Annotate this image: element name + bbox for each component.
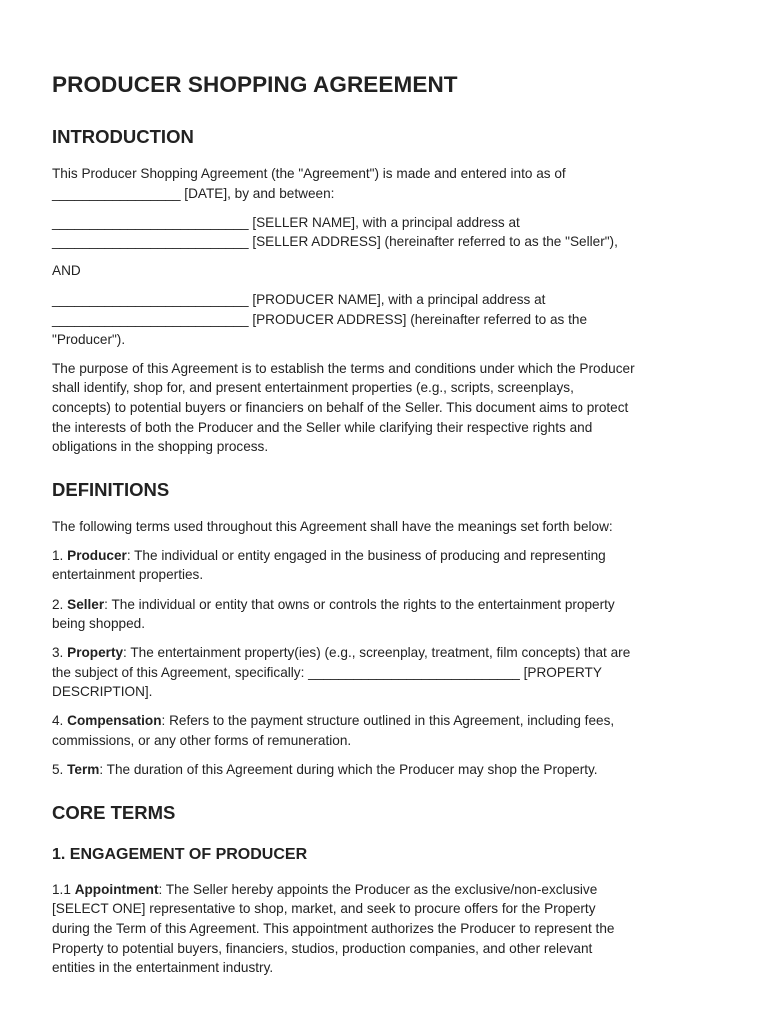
engagement-subheading: 1. ENGAGEMENT OF PRODUCER: [52, 845, 308, 863]
definitions-section: [52, 479, 718, 780]
producer-block: __________________________ [PRODUCER NAME], with a principal address at __________________________ [PRODUCER ADDRESS] (hereinafter referred to as the "Producer").: [52, 292, 588, 347]
purpose-paragraph: The purpose of this Agreement is to establish the terms and conditions under which the Producer shall identify, shop for, and present entertainment properties (e.g., scripts, screenplays, concepts) to potential buyers or financiers on behalf of the Seller. This document aims to protect the interests of both the Producer and the Seller while clarifying their respective rights and obligations in the shopping process.: [52, 360, 635, 455]
core-terms-heading: CORE TERMS: [52, 801, 176, 823]
seller-block: __________________________ [SELLER NAME], with a principal address at __________________________ [SELLER ADDRESS] (hereinafter referred to as the "Seller"),: [52, 214, 618, 250]
definition-item: 4. Compensation: Refers to the payment structure outlined in this Agreement, including fees, commissions, or any other forms of remuneration.: [52, 713, 615, 749]
definition-item: 3. Property: The entertainment property(ies) (e.g., screenplay, treatment, film concepts) that are the subject of this Agreement, specifically: ____________________________ [PROPERTY DESCRIPTION].: [52, 645, 631, 700]
appointment-clause: 1.1 Appointment: The Seller hereby appoints the Producer as the exclusive/non-exclusive [SELECT ONE] representative to shop, market, and seek to procure offers for the Property during the Term of this Agreement. This appointment authorizes the Producer to represent the Property to potential buyers, financiers, studios, production companies, and other relevant entities in the entertainment industry.: [52, 881, 615, 976]
definition-item: 5. Term: The duration of this Agreement during which the Producer may shop the Property.: [52, 762, 598, 778]
core-terms-section: [52, 802, 718, 978]
definition-item: 2. Seller: The individual or entity that owns or controls the rights to the entertainment property being shopped.: [52, 596, 615, 632]
definitions-intro: The following terms used throughout this Agreement shall have the meanings set forth below:: [52, 518, 613, 534]
and-separator: AND: [52, 263, 81, 279]
definitions-heading: DEFINITIONS: [52, 478, 170, 500]
introduction-heading: INTRODUCTION: [52, 126, 194, 147]
document-title: PRODUCER SHOPPING AGREEMENT: [52, 72, 458, 97]
definition-item: 1. Producer: The individual or entity engaged in the business of producing and representing entertainment properties.: [52, 547, 606, 583]
intro-paragraph: This Producer Shopping Agreement (the "Agreement") is made and entered into as of _________________ [DATE], by and between:: [52, 166, 566, 201]
